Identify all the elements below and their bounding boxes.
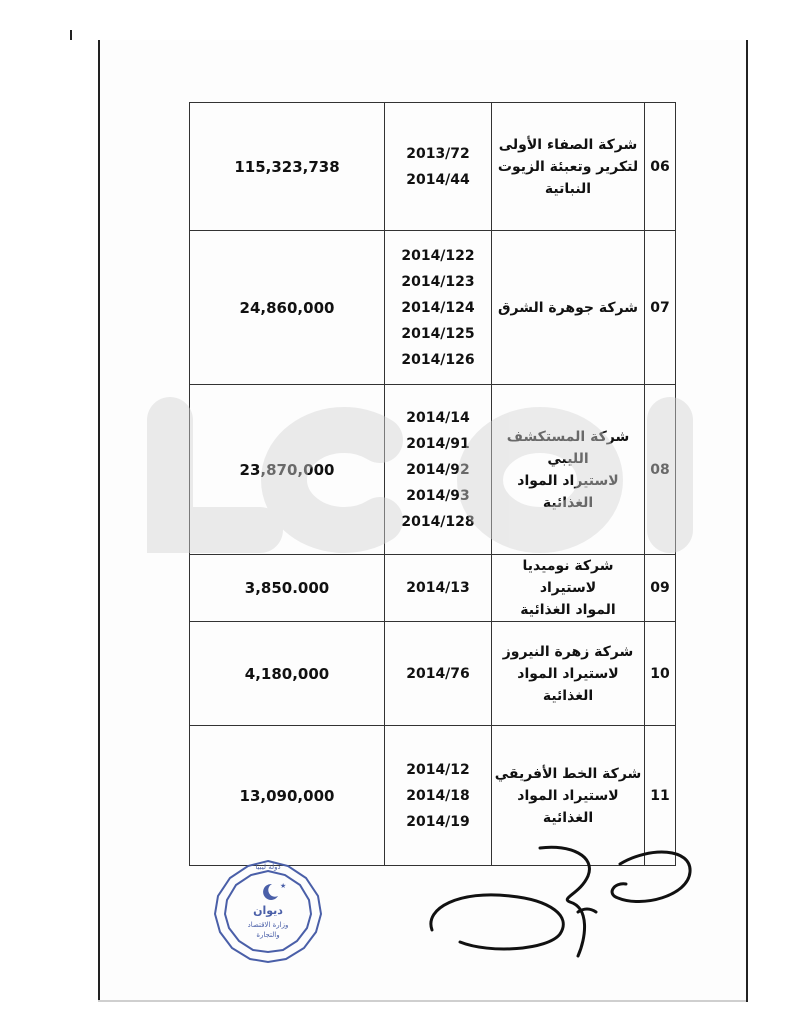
row-number: 08 bbox=[645, 385, 676, 555]
company-name bbox=[492, 555, 645, 622]
company-name-line: شركة الصفاء الأولى bbox=[498, 136, 638, 153]
invoice-number: 2014/126 bbox=[401, 351, 475, 368]
invoice-number: 2014/128 bbox=[401, 513, 475, 530]
corner-mark bbox=[70, 30, 72, 40]
handwritten-signature bbox=[420, 838, 710, 968]
official-seal bbox=[212, 858, 324, 964]
company-name-line: المواد الغذائية bbox=[520, 602, 616, 618]
invoice-number: 2014/76 bbox=[406, 665, 470, 682]
company-name-line: لاستيراد المواد الغذائية bbox=[517, 787, 619, 826]
invoice-number: 2014/18 bbox=[406, 787, 470, 804]
amount: 24,860,000 bbox=[190, 231, 385, 385]
table-row bbox=[190, 385, 676, 555]
invoice-number: 2014/125 bbox=[401, 325, 475, 342]
company-name-line: شركة الخط الأفريقي bbox=[494, 765, 642, 782]
page-bottom-edge bbox=[98, 1000, 746, 1002]
table-row bbox=[190, 103, 676, 231]
company-name-line: لاستيراد المواد الغذائية bbox=[517, 472, 619, 511]
amount: 3,850.000 bbox=[190, 555, 385, 622]
row-number: 11 bbox=[645, 726, 676, 866]
seal-center-text: ديوان bbox=[253, 904, 283, 917]
amount: 23,870,000 bbox=[190, 385, 385, 555]
invoice-number: 2013/72 bbox=[406, 145, 470, 162]
row-number: 07 bbox=[645, 231, 676, 385]
company-name-line: شركة المستكشف الليبي bbox=[506, 428, 630, 467]
company-name bbox=[492, 622, 645, 726]
invoice-numbers bbox=[385, 231, 492, 385]
company-name bbox=[492, 103, 645, 231]
company-name-line: النباتية bbox=[544, 180, 592, 197]
invoice-number: 2014/123 bbox=[401, 273, 475, 290]
invoice-number: 2014/14 bbox=[406, 409, 470, 426]
table-row bbox=[190, 555, 676, 622]
company-name bbox=[492, 231, 645, 385]
amount: 4,180,000 bbox=[190, 622, 385, 726]
seal-line: وزارة الاقتصاد bbox=[247, 921, 289, 929]
invoice-numbers bbox=[385, 622, 492, 726]
invoice-number: 2014/12 bbox=[406, 761, 470, 778]
invoice-number: 2014/13 bbox=[406, 580, 470, 596]
invoice-number: 2014/122 bbox=[401, 247, 475, 264]
row-number: 09 bbox=[645, 555, 676, 622]
invoice-number: 2014/124 bbox=[401, 299, 475, 316]
invoice-number: 2014/44 bbox=[406, 171, 470, 188]
company-name-line: شركة نوميديا لاستيراد bbox=[522, 558, 614, 596]
svg-text:★: ★ bbox=[280, 882, 287, 890]
table-row bbox=[190, 622, 676, 726]
company-name-line: لتكرير وتعبئة الزيوت bbox=[497, 158, 639, 175]
invoice-numbers bbox=[385, 385, 492, 555]
company-name-line: شركة زهرة النيروز bbox=[502, 643, 634, 660]
company-name bbox=[492, 385, 645, 555]
table-row bbox=[190, 231, 676, 385]
amount: 115,323,738 bbox=[190, 103, 385, 231]
invoice-number: 2014/93 bbox=[406, 487, 470, 504]
amount: 13,090,000 bbox=[190, 726, 385, 866]
invoice-number: 2014/19 bbox=[406, 813, 470, 830]
seal-line: والتجارة bbox=[256, 931, 280, 939]
invoice-numbers bbox=[385, 103, 492, 231]
company-name-line: شركة جوهرة الشرق bbox=[498, 299, 638, 316]
company-name-line: لاستيراد المواد الغذائية bbox=[517, 665, 619, 704]
row-number: 10 bbox=[645, 622, 676, 726]
invoice-number: 2014/91 bbox=[406, 435, 470, 452]
row-number: 06 bbox=[645, 103, 676, 231]
invoice-numbers bbox=[385, 555, 492, 622]
companies-table bbox=[189, 102, 676, 866]
invoice-number: 2014/92 bbox=[406, 461, 470, 478]
seal-top-text: دولة ليبيا bbox=[255, 863, 281, 871]
